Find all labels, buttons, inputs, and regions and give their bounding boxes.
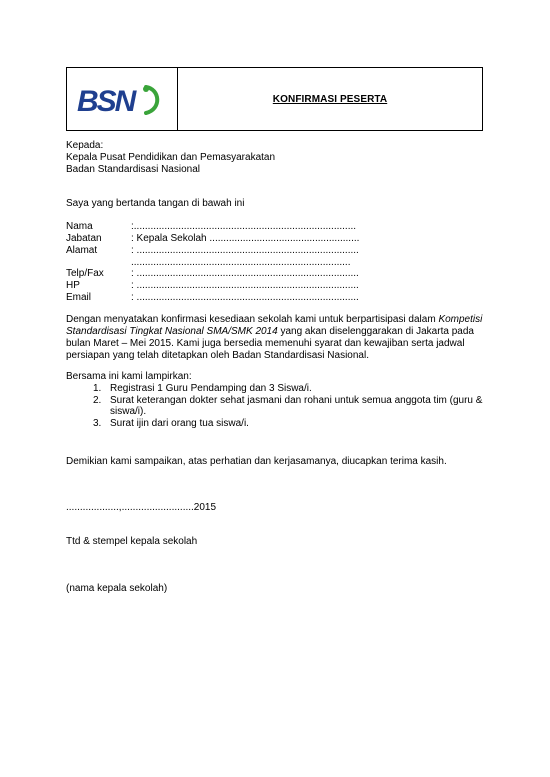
date-line: ...................,..........................2015 <box>66 502 217 513</box>
signature-note: Ttd & stempel kepala sekolah <box>66 536 198 547</box>
statement-competition-name: Kompetisi Standardisasi Tingkat Nasional SMA/SMK 2014 <box>66 314 483 337</box>
list-item-text: Surat keterangan dokter sehat jasmani dan rohani untuk semua anggota tim (guru & siswa/i). <box>110 394 483 417</box>
recipient-line-2: Badan Standardisasi Nasional <box>66 164 200 175</box>
header-table <box>66 67 483 131</box>
closing-text: Demikian kami sampaikan, atas perhatian dan kerjasamanya, diucapkan terima kasih. <box>66 456 447 467</box>
field-label-hp: HP <box>66 280 80 291</box>
logo-text: BSN <box>77 85 135 118</box>
recipient-line-1: Kepala Pusat Pendidikan dan Pemasyarakatan <box>66 152 276 163</box>
list-item-number: 3. <box>93 417 102 429</box>
logo-cell <box>67 68 178 130</box>
list-item-number: 2. <box>93 394 102 406</box>
statement-part-2: yang akan diselenggarakan di Jakarta pada bulan Maret – Mei 2015. Kami juga bersedia memenuhi syarat dan kewajiban serta jadwal persiapan yang telah ditetapkan oleh Badan Standardisasi Nasional. <box>66 326 474 361</box>
attachments-intro: Bersama ini kami lampirkan: <box>66 371 192 382</box>
title-cell <box>178 68 482 130</box>
list-item <box>66 395 486 418</box>
recipient-label: Kepada: <box>66 140 104 151</box>
field-label-alamat: Alamat <box>66 245 98 256</box>
field-value-email: : ................................................................................ <box>131 292 359 303</box>
field-value-alamat-2: ............................................................................... <box>131 257 351 268</box>
bsn-logo <box>74 79 170 119</box>
field-label-email: Email <box>66 292 92 303</box>
field-label-nama: Nama <box>66 221 93 232</box>
list-item-number: 1. <box>93 383 102 394</box>
statement-paragraph <box>66 314 486 362</box>
signature-name: (nama kepala sekolah) <box>66 583 168 594</box>
statement-part-1: Dengan menyatakan konfirmasi kesediaan sekolah kami untuk berpartisipasi dalam <box>66 314 436 325</box>
intro-text: Saya yang bertanda tangan di bawah ini <box>66 198 245 209</box>
list-item-text: Registrasi 1 Guru Pendamping dan 3 Siswa/i. <box>110 383 312 394</box>
list-item <box>66 383 486 395</box>
field-label-telp: Telp/Fax <box>66 268 104 279</box>
page-title: KONFIRMASI PESERTA <box>272 93 388 105</box>
field-value-alamat: : ................................................................................ <box>131 245 359 256</box>
field-value-telp: : ................................................................................ <box>131 268 359 279</box>
field-label-jabatan: Jabatan <box>66 233 102 244</box>
field-value-hp: : ................................................................................ <box>131 280 359 291</box>
field-value-jabatan: : Kepala Sekolah ...................................................... <box>131 233 360 244</box>
list-item-text: Surat ijin dari orang tua siswa/i. <box>110 417 249 429</box>
attachments-list <box>66 383 486 429</box>
list-item <box>66 418 486 430</box>
field-value-nama: :................................................................................ <box>131 221 357 232</box>
